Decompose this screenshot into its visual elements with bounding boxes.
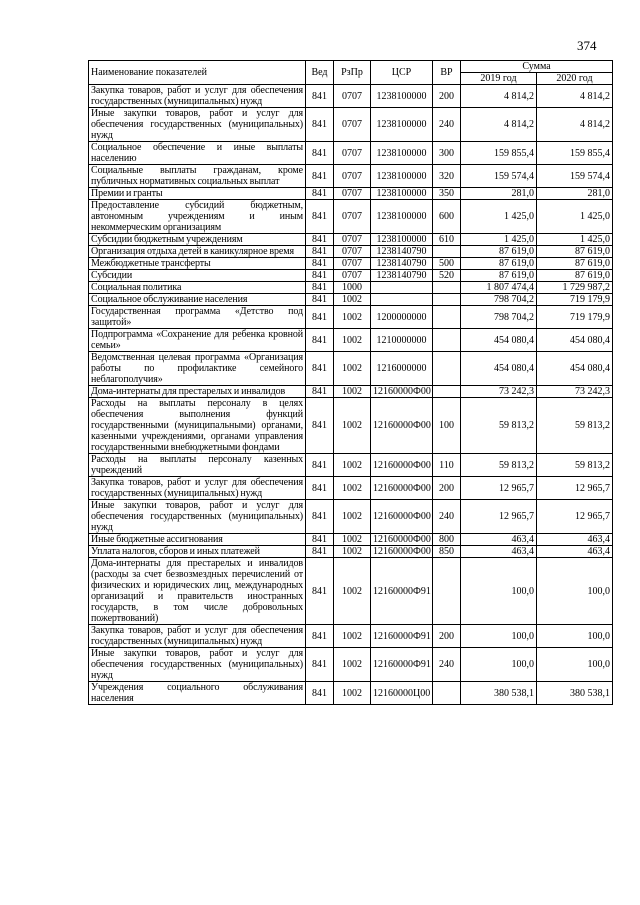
cell-sum-2020: 4 814,2 (537, 85, 613, 108)
cell-csr: 1210000000 (371, 329, 433, 352)
cell-ved: 841 (306, 477, 334, 500)
cell-ved: 841 (306, 534, 334, 546)
cell-rzpr: 1002 (334, 306, 371, 329)
cell-sum-2019: 4 814,2 (461, 108, 537, 142)
cell-csr: 1238140790 (371, 258, 433, 270)
cell-name: Подпрограмма «Сохранение для ребенка кровной семьи» (89, 329, 306, 352)
cell-csr: 12160000Ц00 (371, 682, 433, 705)
cell-csr: 1238100000 (371, 85, 433, 108)
cell-sum-2019: 4 814,2 (461, 85, 537, 108)
page-number: 374 (577, 38, 597, 53)
table-row (89, 625, 613, 648)
cell-vr: 200 (433, 625, 461, 648)
cell-rzpr: 1002 (334, 546, 371, 558)
cell-sum-2019: 159 574,4 (461, 165, 537, 188)
cell-vr: 800 (433, 534, 461, 546)
cell-vr: 200 (433, 85, 461, 108)
cell-sum-2019: 380 538,1 (461, 682, 537, 705)
cell-ved: 841 (306, 258, 334, 270)
cell-sum-2019: 59 813,2 (461, 398, 537, 454)
cell-sum-2020: 100,0 (537, 625, 613, 648)
cell-rzpr: 0707 (334, 85, 371, 108)
cell-sum-2020: 454 080,4 (537, 352, 613, 386)
cell-sum-2019: 87 619,0 (461, 270, 537, 282)
table-row (89, 454, 613, 477)
cell-csr: 12160000Ф91 (371, 648, 433, 682)
cell-sum-2020: 454 080,4 (537, 329, 613, 352)
table-row (89, 282, 613, 294)
cell-name: Субсидии бюджетным учреждениям (89, 234, 306, 246)
cell-sum-2020: 159 855,4 (537, 142, 613, 165)
cell-rzpr: 0707 (334, 188, 371, 200)
cell-vr: 520 (433, 270, 461, 282)
cell-sum-2019: 463,4 (461, 534, 537, 546)
cell-ved: 841 (306, 246, 334, 258)
cell-sum-2019: 454 080,4 (461, 329, 537, 352)
cell-csr: 12160000Ф91 (371, 625, 433, 648)
header-rzpr: РзПр (334, 61, 371, 85)
cell-sum-2020: 159 574,4 (537, 165, 613, 188)
cell-vr: 610 (433, 234, 461, 246)
cell-csr (371, 282, 433, 294)
cell-rzpr: 1002 (334, 534, 371, 546)
cell-sum-2020: 463,4 (537, 534, 613, 546)
cell-ved: 841 (306, 454, 334, 477)
cell-sum-2019: 73 242,3 (461, 386, 537, 398)
cell-sum-2019: 100,0 (461, 625, 537, 648)
table-row (89, 108, 613, 142)
table-row (89, 270, 613, 282)
cell-name: Дома-интернаты для престарелых и инвалидов (расходы за счет безвозмездных перечислений от физических и юридических лиц, международных организаций и правительств иностранных государств, в том числе добровольных пожертвований) (89, 558, 306, 625)
cell-sum-2020: 463,4 (537, 546, 613, 558)
cell-rzpr: 1002 (334, 386, 371, 398)
cell-sum-2020: 100,0 (537, 648, 613, 682)
cell-sum-2019: 12 965,7 (461, 477, 537, 500)
cell-vr (433, 329, 461, 352)
cell-name: Закупка товаров, работ и услуг для обеспечения государственных (муниципальных) нужд (89, 477, 306, 500)
cell-ved: 841 (306, 386, 334, 398)
table-row (89, 558, 613, 625)
cell-vr: 500 (433, 258, 461, 270)
header-2019: 2019 год (461, 73, 537, 85)
cell-ved: 841 (306, 165, 334, 188)
cell-sum-2020: 100,0 (537, 558, 613, 625)
cell-csr: 1238100000 (371, 200, 433, 234)
cell-sum-2019: 159 855,4 (461, 142, 537, 165)
cell-vr: 100 (433, 398, 461, 454)
cell-sum-2019: 59 813,2 (461, 454, 537, 477)
cell-name: Организация отдыха детей в каникулярное время (89, 246, 306, 258)
cell-ved: 841 (306, 546, 334, 558)
cell-ved: 841 (306, 282, 334, 294)
cell-csr: 1238140790 (371, 270, 433, 282)
cell-ved: 841 (306, 108, 334, 142)
cell-sum-2019: 798 704,2 (461, 306, 537, 329)
table-row (89, 165, 613, 188)
header-name: Наименование показателей (89, 61, 306, 85)
cell-sum-2019: 463,4 (461, 546, 537, 558)
cell-vr: 850 (433, 546, 461, 558)
cell-sum-2020: 1 425,0 (537, 200, 613, 234)
cell-ved: 841 (306, 306, 334, 329)
cell-name: Закупка товаров, работ и услуг для обеспечения государственных (муниципальных) нужд (89, 85, 306, 108)
table-row (89, 500, 613, 534)
header-2020: 2020 год (537, 73, 613, 85)
cell-ved: 841 (306, 352, 334, 386)
cell-sum-2020: 87 619,0 (537, 246, 613, 258)
cell-sum-2020: 12 965,7 (537, 477, 613, 500)
cell-rzpr: 1002 (334, 294, 371, 306)
cell-name: Иные закупки товаров, работ и услуг для обеспечения государственных (муниципальных) нужд (89, 648, 306, 682)
cell-sum-2019: 1 425,0 (461, 234, 537, 246)
table-row (89, 682, 613, 705)
cell-rzpr: 0707 (334, 246, 371, 258)
cell-name: Ведомственная целевая программа «Организация работы по профилактике семейного неблагополучия» (89, 352, 306, 386)
cell-name: Социальная политика (89, 282, 306, 294)
header-row (89, 61, 613, 73)
cell-sum-2020: 73 242,3 (537, 386, 613, 398)
table-row (89, 234, 613, 246)
cell-sum-2020: 12 965,7 (537, 500, 613, 534)
cell-vr (433, 246, 461, 258)
cell-ved: 841 (306, 648, 334, 682)
cell-name: Иные закупки товаров, работ и услуг для обеспечения государственных (муниципальных) нужд (89, 500, 306, 534)
cell-sum-2019: 87 619,0 (461, 258, 537, 270)
cell-sum-2020: 1 729 987,2 (537, 282, 613, 294)
cell-sum-2020: 87 619,0 (537, 258, 613, 270)
cell-ved: 841 (306, 270, 334, 282)
cell-csr: 12160000Ф00 (371, 477, 433, 500)
cell-csr: 12160000Ф00 (371, 398, 433, 454)
cell-rzpr: 0707 (334, 200, 371, 234)
cell-rzpr: 1002 (334, 398, 371, 454)
cell-csr (371, 294, 433, 306)
cell-vr (433, 282, 461, 294)
cell-rzpr: 0707 (334, 234, 371, 246)
cell-csr: 12160000Ф00 (371, 454, 433, 477)
cell-sum-2020: 380 538,1 (537, 682, 613, 705)
cell-name: Социальные выплаты гражданам, кроме публичных нормативных социальных выплат (89, 165, 306, 188)
cell-csr: 12160000Ф00 (371, 386, 433, 398)
cell-sum-2020: 59 813,2 (537, 454, 613, 477)
table-row (89, 200, 613, 234)
cell-ved: 841 (306, 234, 334, 246)
cell-sum-2019: 100,0 (461, 648, 537, 682)
table-row (89, 306, 613, 329)
cell-ved: 841 (306, 200, 334, 234)
table-row (89, 386, 613, 398)
cell-vr (433, 682, 461, 705)
table-row (89, 294, 613, 306)
cell-csr: 1238100000 (371, 165, 433, 188)
cell-vr: 320 (433, 165, 461, 188)
cell-sum-2019: 100,0 (461, 558, 537, 625)
table-row (89, 352, 613, 386)
cell-rzpr: 0707 (334, 258, 371, 270)
cell-rzpr: 0707 (334, 108, 371, 142)
table-row (89, 546, 613, 558)
cell-ved: 841 (306, 142, 334, 165)
cell-name: Субсидии (89, 270, 306, 282)
cell-sum-2020: 1 425,0 (537, 234, 613, 246)
cell-sum-2020: 719 179,9 (537, 306, 613, 329)
cell-vr: 300 (433, 142, 461, 165)
table-row (89, 258, 613, 270)
cell-sum-2020: 719 179,9 (537, 294, 613, 306)
cell-vr (433, 306, 461, 329)
cell-ved: 841 (306, 625, 334, 648)
header-vr: ВР (433, 61, 461, 85)
cell-csr: 1238140790 (371, 246, 433, 258)
cell-vr: 350 (433, 188, 461, 200)
cell-sum-2019: 454 080,4 (461, 352, 537, 386)
cell-csr: 1238100000 (371, 142, 433, 165)
cell-csr: 1216000000 (371, 352, 433, 386)
cell-csr: 1238100000 (371, 234, 433, 246)
cell-name: Расходы на выплаты персоналу казенных учреждений (89, 454, 306, 477)
cell-csr: 12160000Ф91 (371, 558, 433, 625)
cell-ved: 841 (306, 85, 334, 108)
cell-csr: 1200000000 (371, 306, 433, 329)
table-row (89, 246, 613, 258)
cell-vr: 110 (433, 454, 461, 477)
cell-sum-2019: 1 807 474,4 (461, 282, 537, 294)
cell-name: Премии и гранты (89, 188, 306, 200)
cell-vr (433, 352, 461, 386)
cell-sum-2019: 798 704,2 (461, 294, 537, 306)
cell-vr (433, 558, 461, 625)
cell-rzpr: 0707 (334, 270, 371, 282)
cell-csr: 1238100000 (371, 188, 433, 200)
cell-ved: 841 (306, 682, 334, 705)
cell-rzpr: 1002 (334, 625, 371, 648)
cell-csr: 1238100000 (371, 108, 433, 142)
cell-name: Дома-интернаты для престарелых и инвалидов (89, 386, 306, 398)
cell-sum-2020: 4 814,2 (537, 108, 613, 142)
table-row (89, 188, 613, 200)
cell-name: Расходы на выплаты персоналу в целях обеспечения выполнения функций государственными (муниципальными) органами, казенными учреждениями, органами управления государственными внебюджетными фондами (89, 398, 306, 454)
cell-rzpr: 0707 (334, 165, 371, 188)
table-row (89, 329, 613, 352)
cell-vr: 200 (433, 477, 461, 500)
cell-rzpr: 1002 (334, 500, 371, 534)
cell-ved: 841 (306, 329, 334, 352)
cell-ved: 841 (306, 558, 334, 625)
cell-rzpr: 1000 (334, 282, 371, 294)
cell-rzpr: 1002 (334, 329, 371, 352)
cell-name: Государственная программа «Детство под защитой» (89, 306, 306, 329)
cell-sum-2019: 12 965,7 (461, 500, 537, 534)
cell-vr (433, 294, 461, 306)
budget-table (88, 60, 613, 705)
cell-name: Предоставление субсидий бюджетным, автономным учреждениям и иным некоммерческим организациям (89, 200, 306, 234)
cell-sum-2020: 281,0 (537, 188, 613, 200)
cell-sum-2020: 59 813,2 (537, 398, 613, 454)
cell-sum-2019: 87 619,0 (461, 246, 537, 258)
cell-vr: 240 (433, 108, 461, 142)
table-row (89, 477, 613, 500)
cell-sum-2019: 281,0 (461, 188, 537, 200)
header-ved: Вед (306, 61, 334, 85)
cell-csr: 12160000Ф00 (371, 534, 433, 546)
cell-rzpr: 1002 (334, 454, 371, 477)
cell-rzpr: 1002 (334, 682, 371, 705)
cell-csr: 12160000Ф00 (371, 546, 433, 558)
cell-rzpr: 1002 (334, 352, 371, 386)
cell-sum-2019: 1 425,0 (461, 200, 537, 234)
cell-name: Межбюджетные трансферты (89, 258, 306, 270)
cell-name: Иные бюджетные ассигнования (89, 534, 306, 546)
cell-name: Социальное обслуживание населения (89, 294, 306, 306)
table-row (89, 398, 613, 454)
cell-rzpr: 1002 (334, 558, 371, 625)
cell-csr: 12160000Ф00 (371, 500, 433, 534)
table-row (89, 142, 613, 165)
cell-ved: 841 (306, 398, 334, 454)
cell-vr (433, 386, 461, 398)
cell-ved: 841 (306, 294, 334, 306)
cell-sum-2020: 87 619,0 (537, 270, 613, 282)
cell-rzpr: 0707 (334, 142, 371, 165)
cell-rzpr: 1002 (334, 648, 371, 682)
cell-name: Учреждения социального обслуживания населения (89, 682, 306, 705)
table-row (89, 534, 613, 546)
table-row (89, 648, 613, 682)
cell-ved: 841 (306, 500, 334, 534)
header-sum: Сумма (461, 61, 613, 73)
table-row (89, 85, 613, 108)
cell-name: Социальное обеспечение и иные выплаты населению (89, 142, 306, 165)
cell-vr: 240 (433, 500, 461, 534)
cell-rzpr: 1002 (334, 477, 371, 500)
header-csr: ЦСР (371, 61, 433, 85)
cell-vr: 240 (433, 648, 461, 682)
cell-vr: 600 (433, 200, 461, 234)
cell-ved: 841 (306, 188, 334, 200)
cell-name: Иные закупки товаров, работ и услуг для обеспечения государственных (муниципальных) нужд (89, 108, 306, 142)
cell-name: Закупка товаров, работ и услуг для обеспечения государственных (муниципальных) нужд (89, 625, 306, 648)
cell-name: Уплата налогов, сборов и иных платежей (89, 546, 306, 558)
